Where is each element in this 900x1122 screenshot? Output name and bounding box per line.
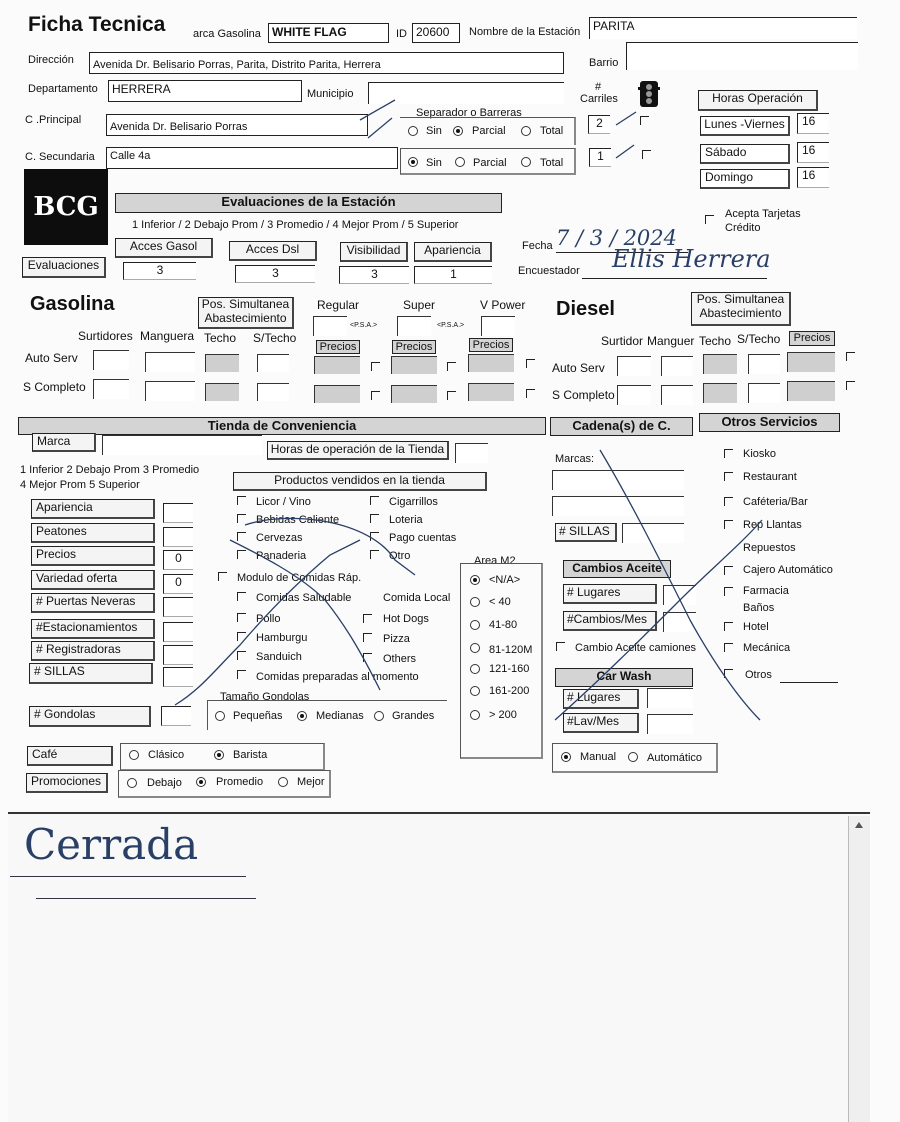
gasolina-pos-line2: Abastecimiento [204,310,287,325]
car-wash-title: Car Wash [555,668,693,687]
prod-pago-label: Pago cuentas [389,532,457,544]
promo-debajo-label: Debajo [147,777,182,789]
direccion-field[interactable]: Avenida Dr. Belisario Porras, Parita, Distrito Parita, Herrera [89,52,564,74]
barrio-label: Barrio [589,57,619,69]
gas-row-auto-serv: Auto Serv [25,351,78,365]
separador2-parcial-label: Parcial [473,157,507,169]
tienda-eval-variedad-value[interactable]: 0 [163,574,193,594]
gondolas-title: Tamaño Gondolas [220,691,310,703]
tienda-eval-apariencia: Apariencia [31,499,155,519]
principal-label: C .Principal [25,114,82,126]
diesel-row-auto-serv: Auto Serv [552,361,605,375]
gasolina-title: Gasolina [30,293,115,315]
eval-acces-dsl-button[interactable]: Acces Dsl [229,241,317,261]
otros-repuestos-label: Repuestos [743,542,796,554]
cadena-title: Cadena(s) de C. [550,417,693,436]
principal-field[interactable]: Avenida Dr. Belisario Porras [106,114,368,136]
separador-title: Separador o Barreras [416,107,522,119]
eval-acces-gasol-value[interactable]: 3 [123,262,196,280]
otros-cajero-label: Cajero Automático [743,564,833,576]
cambios-aceite-title: Cambios Aceite [563,560,671,578]
cadena-sillas-label: # SILLAS [555,523,617,542]
comida-hamburgu-label: Hamburgu [256,632,308,644]
separador-total-label: Total [540,125,564,137]
cafe-clasico-label: Clásico [148,749,185,761]
horas-lunes-value[interactable]: 16 [797,113,829,134]
carwash-automatico-label: Automático [647,752,703,764]
diesel-row-s-completo: S Completo [552,388,615,402]
separador-parcial-label: Parcial [472,125,506,137]
comida-hotdogs-label: Hot Dogs [383,613,429,625]
cadena-marcas-label: Marcas: [555,453,595,465]
otros-otros-label: Otros [745,669,772,681]
credito-label: Crédito [725,222,761,234]
gondola-grandes-label: Grandes [392,710,435,722]
tienda-scale-2: 4 Mejor Prom 5 Superior [20,479,140,491]
id-field[interactable]: 20600 [412,23,460,43]
id-label: ID [396,28,407,40]
secundaria-field[interactable]: Calle 4a [106,147,398,169]
horas-lunes-label: Lunes -Viernes [700,116,790,136]
comida-local-label: Comida Local [383,592,451,604]
comida-saludable-label: Comidas Saludable [256,592,352,604]
marca-field[interactable]: WHITE FLAG [268,23,389,43]
tienda-eval-precios: Precios [31,546,155,566]
diesel-pos-line2: Abastecimiento [699,305,782,320]
precios-vpower-header: Precios [469,338,513,352]
otros-llantas-label: Rep Llantas [743,519,802,531]
fecha-handwritten: 7 / 3 / 2024 [556,226,678,250]
gondola-pequenas-label: Pequeñas [233,710,283,722]
secundaria-label: C. Secundaria [25,151,95,163]
col-stecho: S/Techo [253,331,297,345]
prod-otro-label: Otro [389,550,411,562]
estacion-label: Nombre de la Estación [469,26,581,38]
tienda-horas-button[interactable]: Horas de operación de la Tienda [267,441,449,460]
cambios-mes-label: #Cambios/Mes [563,611,657,631]
area-title: Area M2 [474,555,516,567]
tienda-title: Tienda de Conveniencia [18,417,546,435]
eval-visibilidad-value[interactable]: 3 [339,266,409,284]
marca-label: arca Gasolina [193,28,261,40]
encuestador-label: Encuestador [518,265,580,277]
promo-promedio-label: Promedio [216,776,264,788]
grade-super: Super [403,298,436,312]
otros-farmacia-label: Farmacia [743,585,789,597]
area-200-label: > 200 [489,709,517,721]
prod-loteria-label: Loteria [389,514,423,526]
municipio-label: Municipio [307,88,354,100]
comidas-momento-label: Comidas preparadas al momento [256,671,419,683]
cambios-lugares-label: # Lugares [563,584,657,604]
horas-domingo-label: Domingo [700,169,790,189]
gondola-medianas-label: Medianas [316,710,364,722]
eval-acces-dsl-value[interactable]: 3 [235,265,315,283]
col-surtidores: Surtidores [78,329,133,343]
area-81-120-label: 81-120M [489,644,533,656]
tienda-eval-sillas: # SILLAS [29,663,153,684]
d-col-techo: Techo [699,334,732,348]
estacion-field[interactable]: PARITA [589,17,857,39]
d-col-manguer: Manguer [647,334,695,348]
tienda-scale-1: 1 Inferior 2 Debajo Prom 3 Promedio [20,464,200,476]
bcg-logo: BCG [24,169,108,245]
promo-mejor-label: Mejor [297,776,325,788]
carriles-field-1[interactable]: 2 [588,115,610,134]
notes-underline-2 [36,898,256,899]
cafe-label: Café [27,746,113,766]
eval-apariencia-value[interactable]: 1 [414,266,492,284]
otros-hotel-label: Hotel [743,621,769,633]
d-col-surtidor: Surtidor [601,334,644,348]
separador2-total-label: Total [540,157,564,169]
tienda-eval-registradoras: # Registradoras [31,641,155,661]
eval-visibilidad-button[interactable]: Visibilidad [340,242,408,262]
prod-licor-label: Licor / Vino [256,496,311,508]
gasolina-pos-line1: Pos. Simultanea [201,297,290,311]
otros-banos-label: Baños [743,602,775,614]
area-41-80-label: 41-80 [489,619,518,631]
tienda-eval-peatones: Peatones [31,523,155,543]
cambio-camiones-label: Cambio Aceite camiones [575,642,697,654]
tienda-eval-variedad: Variedad oferta [31,570,155,590]
eval-apariencia-button[interactable]: Apariencia [414,242,492,262]
horas-sabado-value[interactable]: 16 [797,142,829,163]
horas-operacion-button[interactable]: Horas Operación [698,90,818,111]
productos-button[interactable]: Productos vendidos en la tienda [233,472,487,491]
d-col-stecho: S/Techo [737,332,781,346]
evaluaciones-title: Evaluaciones de la Estación [115,193,502,213]
area-161-200-label: 161-200 [489,685,530,697]
area-40-label: < 40 [489,596,511,608]
gas-row-s-completo: S Completo [23,380,86,394]
otros-kiosko-label: Kiosko [743,448,777,460]
precios-regular-header: Precios [316,340,360,354]
cafe-barista-label: Barista [233,749,268,761]
notes-scrollbar[interactable] [848,816,870,1122]
tienda-gondolas-label: # Gondolas [29,706,151,727]
acepta-tarjetas-label: Acepta Tarjetas [725,208,801,220]
area-121-160-label: 121-160 [489,663,530,675]
comida-pollo-label: Pollo [256,613,281,625]
comida-pizza-label: Pizza [383,633,410,645]
comida-sanduich-label: Sanduich [256,651,302,663]
departamento-field[interactable]: HERRERA [108,80,302,102]
scroll-up-arrow-icon[interactable] [855,822,863,828]
horas-sabado-label: Sábado [700,144,790,164]
separador2-sin-label: Sin [426,157,442,169]
prod-cervezas-label: Cervezas [256,532,303,544]
carwash-manual-label: Manual [580,751,617,763]
psa-1: <P.S.A.> [350,322,378,329]
separador-sin-label: Sin [426,125,442,137]
tienda-eval-estacionamientos: #Estacionamientos [31,619,155,639]
carriles-field-2[interactable]: 1 [589,148,611,167]
tienda-eval-precios-value[interactable]: 0 [163,550,193,570]
form-title: Ficha Tecnica [28,13,166,36]
psa-2: <P.S.A.> [437,322,465,329]
prod-bebidas-label: Bebidas Caliente [256,514,340,526]
col-techo: Techo [204,331,237,345]
carriles-hash: # [595,81,602,93]
tienda-eval-neveras: # Puertas Neveras [31,593,155,613]
prod-panaderia-label: Panaderia [256,550,307,562]
modulo-comidas-label: Modulo de Comidas Ráp. [237,572,362,584]
evaluaciones-scale: 1 Inferior / 2 Debajo Prom / 3 Promedio / 4 Mejor Prom / 5 Superior [132,219,459,231]
tienda-marca-button[interactable]: Marca [32,433,96,452]
eval-acces-gasol-button[interactable]: Acces Gasol [115,238,213,258]
otros-mecanica-label: Mecánica [743,642,791,654]
carwash-lugares-label: # Lugares [563,689,639,709]
precios-super-header: Precios [392,340,436,354]
grade-vpower: V Power [480,298,526,312]
notes-underline-1 [10,876,246,877]
d-col-precios: Precios [789,331,835,346]
fecha-label: Fecha [522,240,553,252]
col-manguera: Manguera [140,329,195,343]
comida-others-label: Others [383,653,417,665]
promociones-label: Promociones [26,773,108,793]
direccion-label: Dirección [28,54,74,66]
diesel-title: Diesel [556,298,615,320]
otros-servicios-title: Otros Servicios [699,413,840,432]
carwash-lav-label: #Lav/Mes [563,713,639,733]
evaluaciones-button[interactable]: Evaluaciones [22,257,106,278]
area-na-label: <N/A> [489,574,521,586]
carriles-label: Carriles [580,93,618,105]
otros-cafeteria-label: Caféteria/Bar [743,496,808,508]
notes-textarea[interactable] [8,812,870,1122]
departamento-label: Departamento [28,83,98,95]
horas-domingo-value[interactable]: 16 [797,167,829,188]
prod-cigarrillos-label: Cigarrillos [389,496,438,508]
diesel-pos-line1: Pos. Simultanea [696,292,785,306]
notes-handwritten-text: Cerrada [24,820,199,869]
otros-restaurant-label: Restaurant [743,471,797,483]
grade-regular: Regular [317,298,360,312]
encuestador-handwritten: Ellis Herrera [612,245,771,273]
